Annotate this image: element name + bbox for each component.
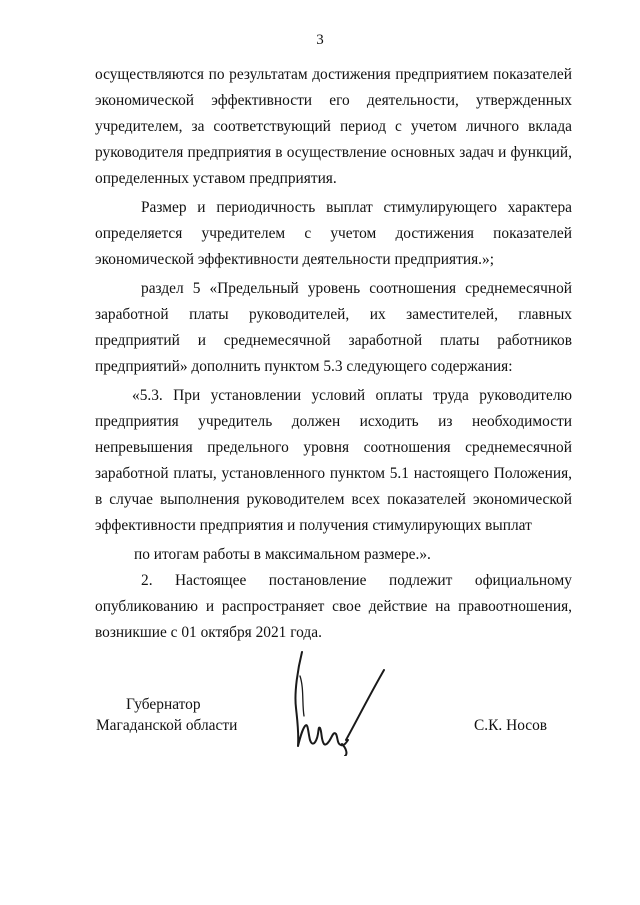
body-line: заработной платы, установленного пунктом 5.1 настоящего Положения,: [95, 465, 572, 482]
body-line: определяется учредителем с учетом достижения показателей: [95, 225, 572, 242]
body-line: учредителем, за соответствующий период с учетом личного вклада: [95, 118, 572, 135]
signatory-position-line2: Магаданской области: [96, 717, 238, 734]
body-line: по итогам работы в максимальном размере.».: [134, 546, 431, 563]
body-line: предприятий и среднемесячной заработной платы работников: [95, 332, 572, 349]
body-line: предприятий» дополнить пунктом 5.3 следующего содержания:: [95, 358, 513, 375]
body-line: определенных уставом предприятия.: [95, 170, 337, 187]
signatory-position-line1: Губернатор: [126, 696, 201, 713]
body-line: экономической эффективности деятельности предприятия.»;: [95, 251, 494, 268]
body-line: предприятия учредитель должен исходить из необходимости: [95, 413, 572, 430]
body-line: «5.3. При установлении условий оплаты труда руководителю: [132, 387, 572, 404]
page-number: 3: [316, 32, 324, 48]
body-line: осуществляются по результатам достижения предприятием показателей: [95, 66, 572, 83]
handwritten-signature: [288, 646, 398, 756]
body-line: заработной платы руководителей, их заместителей, главных: [95, 306, 572, 323]
body-line: раздел 5 «Предельный уровень соотношения среднемесячной: [141, 280, 572, 297]
body-line: непревышения предельного уровня соотношения среднемесячной: [95, 439, 572, 456]
body-line: возникшие с 01 октября 2021 года.: [95, 624, 322, 641]
body-line: в случае выполнения руководителем всех показателей экономической: [95, 491, 572, 508]
signatory-name: С.К. Носов: [474, 717, 548, 734]
body-line: опубликованию и распространяет свое действие на правоотношения,: [95, 598, 572, 615]
body-line: руководителя предприятия в осуществление основных задач и функций,: [95, 144, 572, 161]
body-line: Размер и периодичность выплат стимулирующего характера: [141, 199, 572, 216]
body-line: экономической эффективности его деятельности, утвержденных: [95, 92, 572, 109]
body-line: эффективности предприятия и получения стимулирующих выплат: [95, 517, 532, 534]
body-line: 2. Настоящее постановление подлежит официальному: [141, 572, 572, 589]
